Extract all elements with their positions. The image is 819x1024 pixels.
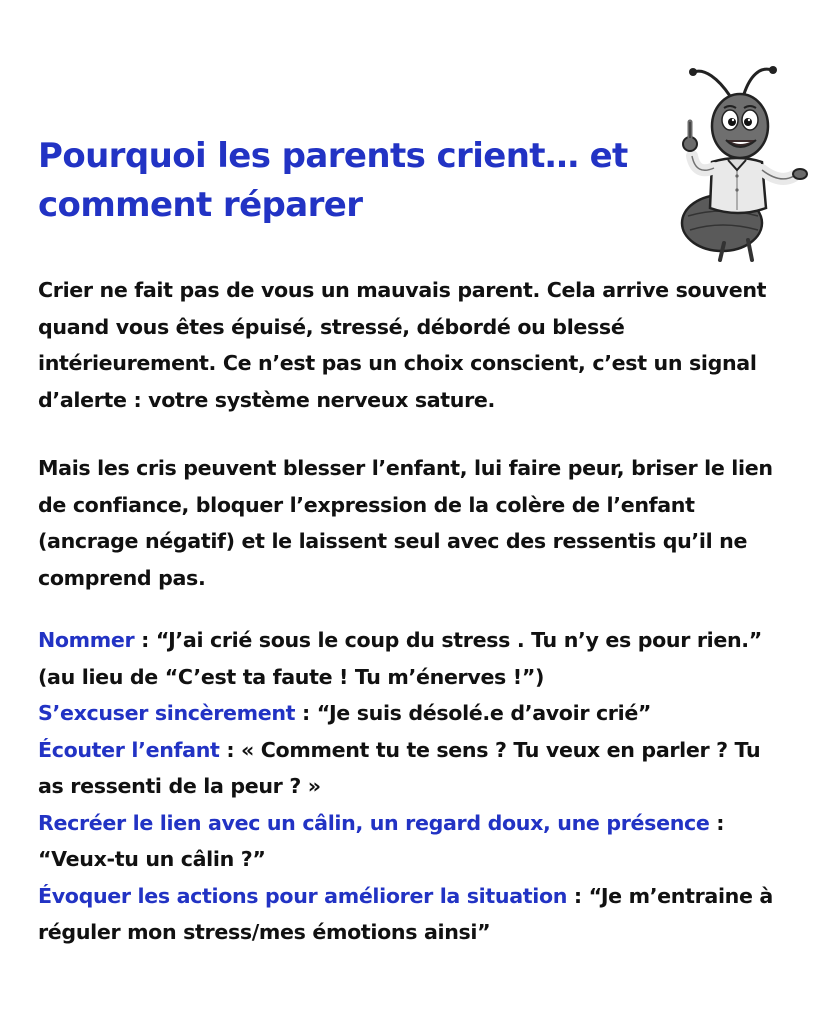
consequences-paragraph: Mais les cris peuvent blesser l’enfant, lui faire peur, briser le lien de confiance, bloquer l’expression de la colère de l’enfant (ancrage négatif) et le laissent seul avec des ressentis qu’il ne comprend pas. <box>38 456 773 590</box>
step-keyword: Écouter l’enfant <box>38 737 220 762</box>
step-text: : “Veux-tu un câlin ?” <box>38 810 725 871</box>
repair-steps-list <box>38 622 788 951</box>
ant-mascot-icon <box>668 58 808 263</box>
step-text: : « Comment tu te sens ? Tu veux en parler ? Tu as ressenti de la peur ? » <box>38 737 761 798</box>
page-title: Pourquoi les parents crient… et comment réparer <box>38 136 628 225</box>
step-text: : “Je suis désolé.e d’avoir crié” <box>295 701 652 725</box>
step-text: : “J’ai crié sous le coup du stress . Tu n’y es pour rien.” (au lieu de “C’est ta faute ! Tu m’énerves !”) <box>38 628 762 689</box>
step-keyword: Évoquer les actions pour améliorer la situation <box>38 883 568 908</box>
list-item <box>38 732 788 805</box>
list-item <box>38 878 788 951</box>
list-item <box>38 622 788 695</box>
step-keyword: Nommer <box>38 628 135 652</box>
intro-paragraph: Crier ne fait pas de vous un mauvais parent. Cela arrive souvent quand vous êtes épuisé, stressé, débordé ou blessé intérieurement. Ce n’est pas un choix conscient, c’est un signal d’alerte : votre système nerveux sature. <box>38 278 767 412</box>
step-text: : “Je m’entraine à réguler mon stress/mes émotions ainsi” <box>38 883 773 944</box>
list-item <box>38 695 788 732</box>
list-item <box>38 805 788 878</box>
step-keyword: Recréer le lien avec un câlin, un regard doux, une présence <box>38 810 710 835</box>
step-keyword: S’excuser sincèrement <box>38 701 296 725</box>
